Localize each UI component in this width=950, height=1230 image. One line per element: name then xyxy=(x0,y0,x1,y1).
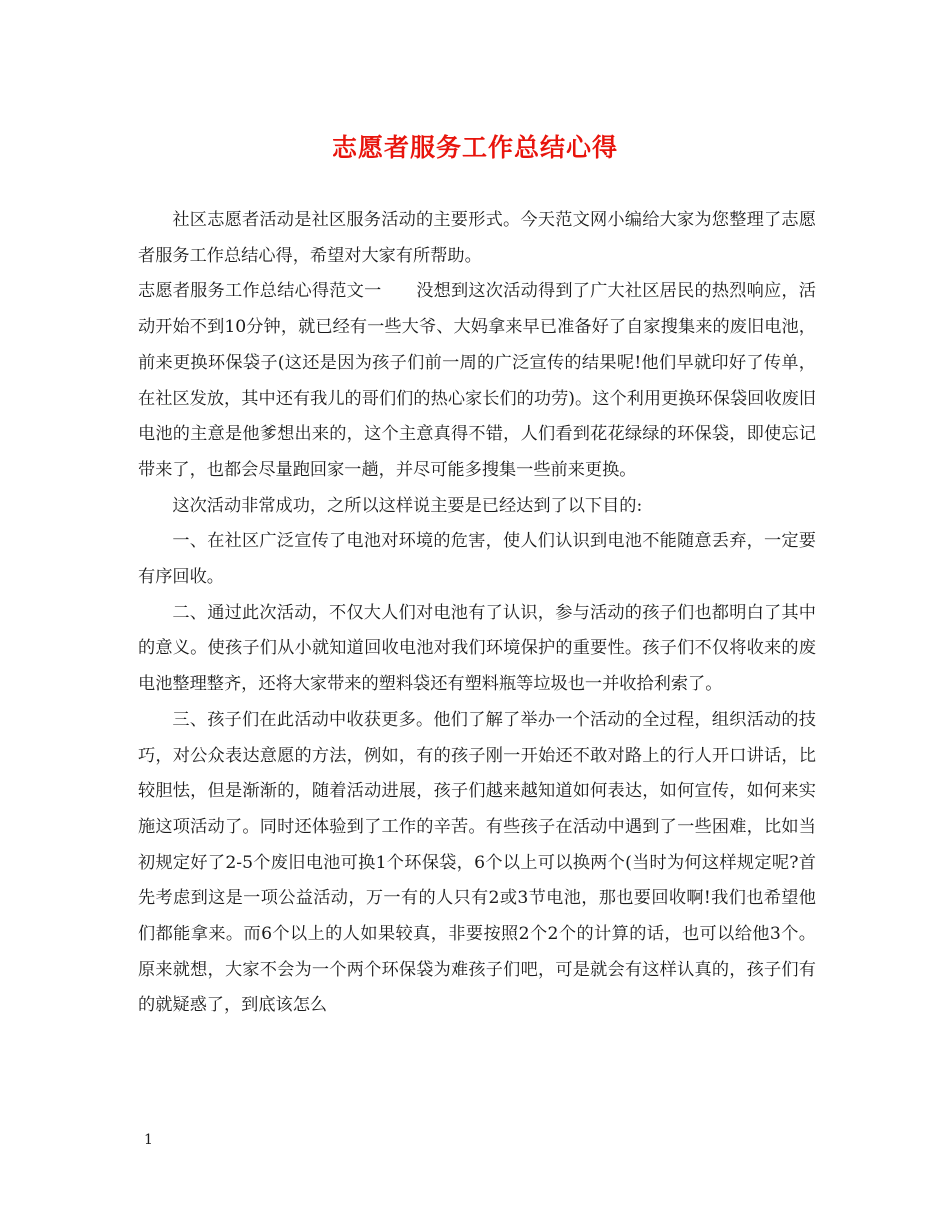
sample-one-paragraph: 志愿者服务工作总结心得范文一 没想到这次活动得到了广大社区居民的热烈响应，活动开始不到10分钟，就已经有一些大爷、大妈拿来早已准备好了自家搜集来的废旧电池，前来更换环保袋子(这还是因为孩子们前一周的广泛宣传的结果呢!他们早就印好了传单，在社区发放，其中还有我儿的哥们们的热心家长们的功劳)。这个利用更换环保袋回收废旧电池的主意是他爹想出来的，这个主意真得不错，人们看到花花绿绿的环保袋，即使忘记带来了，也都会尽量跑回家一趟，并尽可能多搜集一些前来更换。 xyxy=(138,281,816,480)
page-number: 1 xyxy=(144,1132,153,1148)
success-summary-paragraph: 这次活动非常成功，之所以这样说主要是已经达到了以下目的: xyxy=(172,495,643,516)
document-title: 志愿者服务工作总结心得 xyxy=(331,133,618,162)
intro-paragraph: 社区志愿者活动是社区服务活动的主要形式。今天范文网小编给大家为您整理了志愿者服务工作总结心得，希望对大家有所帮助。 xyxy=(138,210,816,266)
point-three-paragraph: 三、孩子们在此活动中收获更多。他们了解了举办一个活动的全过程，组织活动的技巧，对公众表达意愿的方法，例如，有的孩子刚一开始还不敢对路上的行人开口讲话，比较胆怯，但是渐渐的，随着活动进展，孩子们越来越知道如何表达，如何宣传，如何来实施这项活动了。同时还体验到了工作的辛苦。有些孩子在活动中遇到了一些困难，比如当初规定好了2-5个废旧电池可换1个环保袋，6个以上可以换两个(当时为何这样规定呢?首先考虑到这是一项公益活动，万一有的人只有2或3节电池，那也要回收啊!我们也希望他们都能拿来。而6个以上的人如果较真，非要按照2个2个的计算的话，也可以给他3个。原来就想，大家不会为一个两个环保袋为难孩子们吧，可是就会有这样认真的，孩子们有的就疑惑了，到底该怎么 xyxy=(138,709,816,1016)
point-one-paragraph: 一、在社区广泛宣传了电池对环境的危害，使人们认识到电池不能随意丢弃，一定要有序回收。 xyxy=(138,531,816,588)
document-body xyxy=(138,203,816,1024)
point-two-paragraph: 二、通过此次活动，不仅大人们对电池有了认识，参与活动的孩子们也都明白了其中的意义。使孩子们从小就知道回收电池对我们环境保护的重要性。孩子们不仅将收来的废电池整理整齐，还将大家带来的塑料袋还有塑料瓶等垃圾也一并收拾利索了。 xyxy=(138,602,816,695)
